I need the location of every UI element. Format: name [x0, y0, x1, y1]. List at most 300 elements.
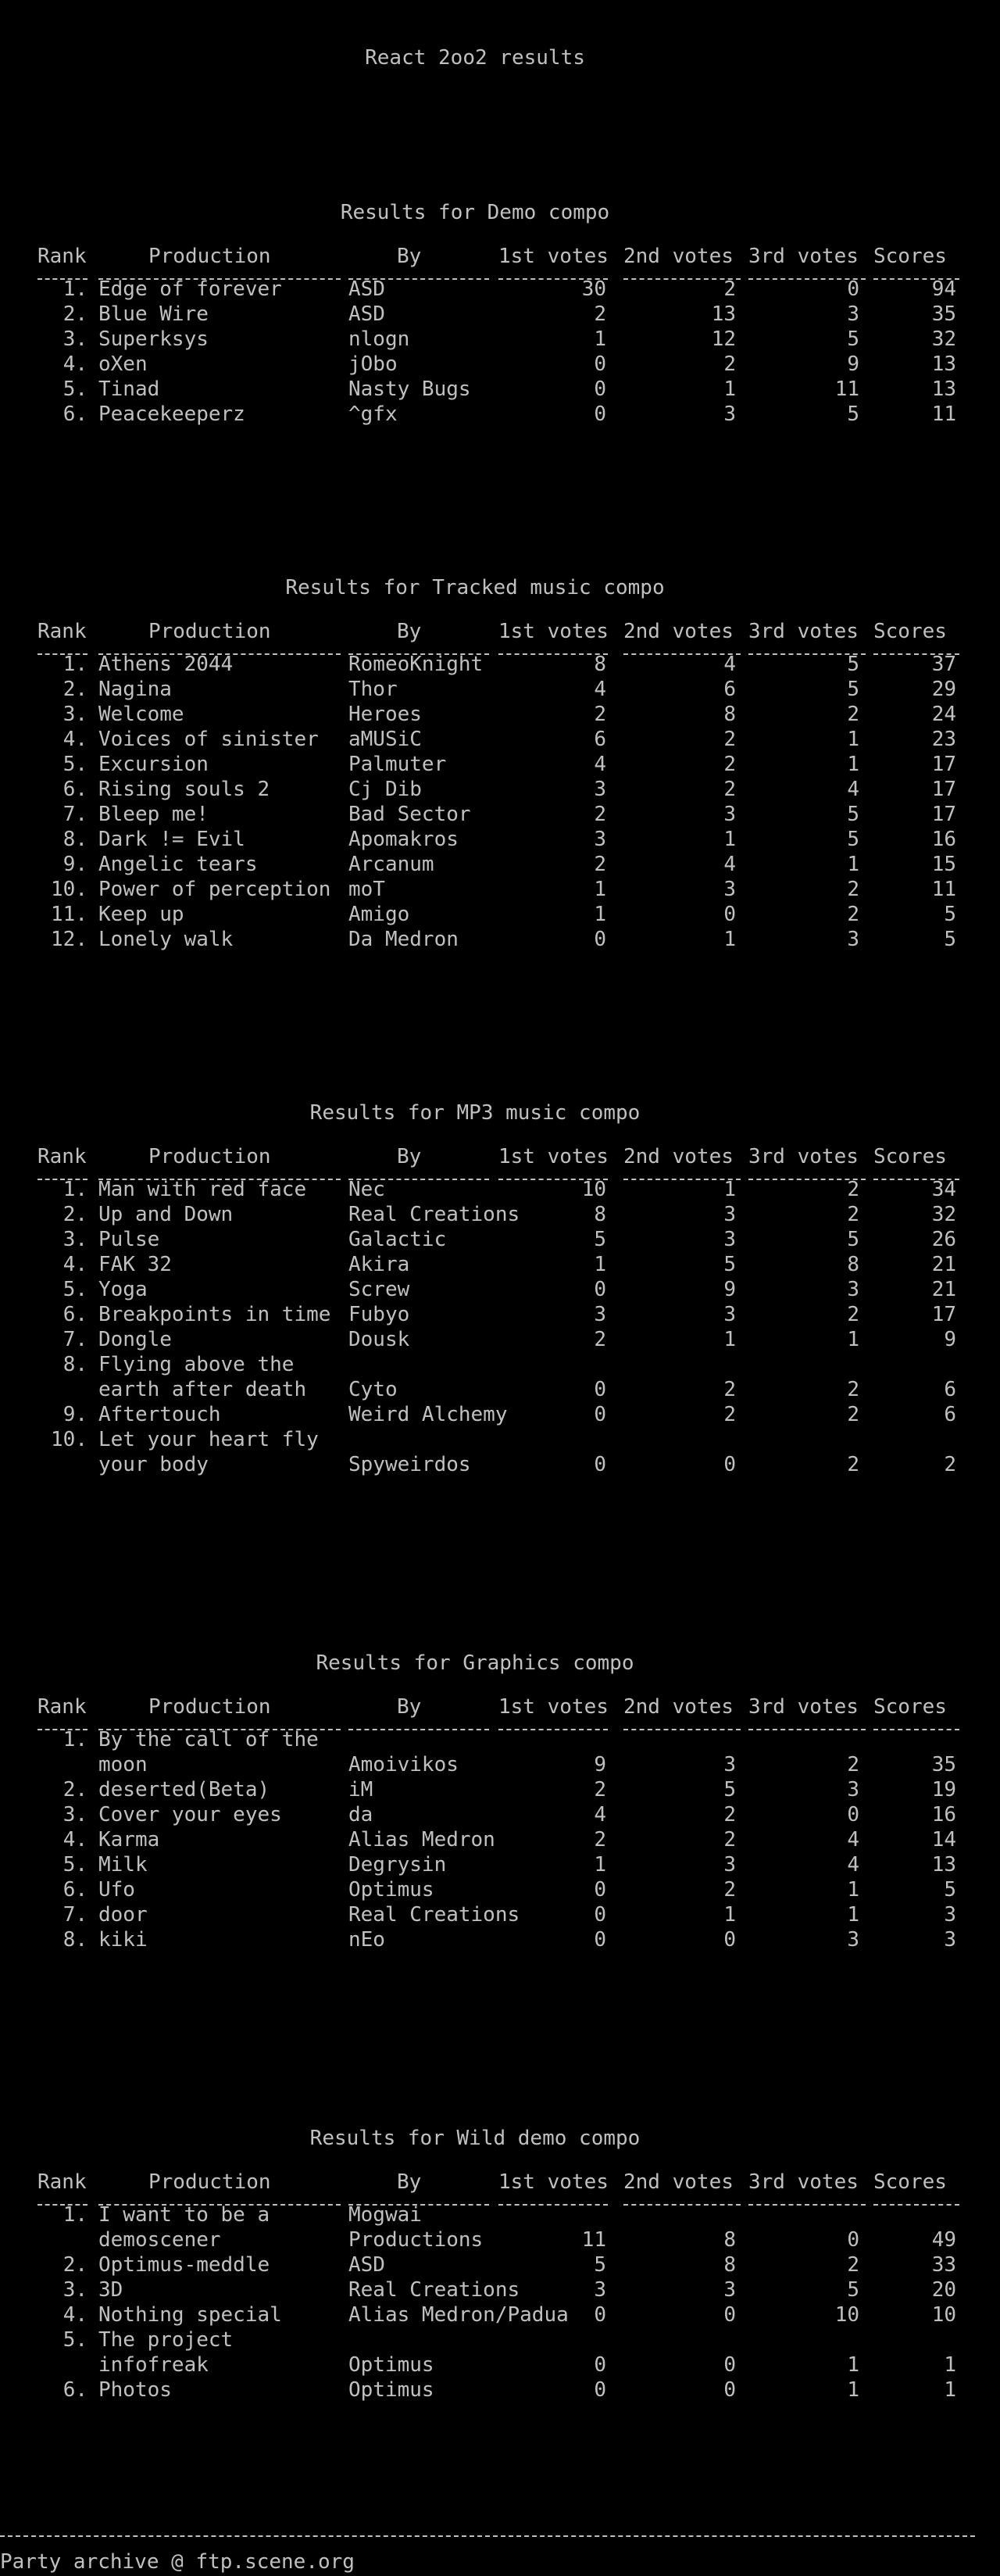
third-votes-cell: 0	[847, 277, 859, 301]
section-title: Results for Graphics compo	[316, 1651, 634, 1675]
by-cell: Thor	[348, 678, 398, 701]
third-votes-cell: 2	[847, 1453, 859, 1476]
second-votes-cell: 2	[723, 778, 736, 801]
column-header-1st-votes: 1st votes	[498, 620, 609, 643]
production-cell: Flying above the	[98, 1353, 295, 1376]
score-cell: 17	[931, 778, 956, 801]
column-header-scores: Scores	[873, 245, 947, 268]
second-votes-cell: 1	[723, 1178, 736, 1201]
first-votes-cell: 0	[594, 377, 606, 401]
third-votes-cell: 2	[847, 1178, 859, 1201]
third-votes-cell: 2	[847, 1303, 859, 1326]
table-row	[38, 1377, 959, 1402]
table-row	[38, 1427, 959, 1452]
table-row	[38, 1752, 959, 1777]
table-row	[38, 2202, 959, 2227]
production-cell: Up and Down	[98, 1203, 234, 1226]
score-cell: 94	[931, 277, 956, 301]
rank-cell: 8.	[62, 1928, 88, 1952]
first-votes-cell: 3	[594, 1303, 606, 1326]
score-cell: 3	[944, 1928, 956, 1952]
production-cell: deserted(Beta)	[98, 1778, 270, 1801]
score-cell: 16	[931, 828, 956, 851]
table-row	[38, 1227, 959, 1252]
rank-cell: 5.	[62, 2328, 88, 2352]
rank-cell: 6.	[62, 778, 88, 801]
third-votes-cell: 2	[847, 1378, 859, 1401]
table-row	[38, 1902, 959, 1927]
third-votes-cell: 1	[847, 728, 859, 751]
rank-cell: 7.	[62, 803, 88, 826]
rank-cell: 5.	[62, 1278, 88, 1301]
table-row	[38, 1327, 959, 1352]
table-row	[38, 352, 959, 377]
first-votes-cell: 5	[594, 2253, 606, 2277]
table-row	[38, 1852, 959, 1877]
score-cell: 29	[931, 678, 956, 701]
third-votes-cell: 5	[847, 678, 859, 701]
second-votes-cell: 6	[723, 678, 736, 701]
by-cell: nlogn	[348, 327, 410, 351]
first-votes-cell: 0	[594, 1278, 606, 1301]
score-cell: 32	[931, 327, 956, 351]
production-cell: Milk	[98, 1853, 148, 1877]
column-header-3rd-votes: 3rd votes	[748, 620, 859, 643]
third-votes-cell: 1	[847, 2378, 859, 2402]
score-cell: 19	[931, 1778, 956, 1801]
first-votes-cell: 0	[594, 1878, 606, 1902]
production-cell: Lonely walk	[98, 928, 234, 951]
by-cell: Cyto	[348, 1378, 398, 1401]
table-row	[38, 1177, 959, 1202]
score-cell: 20	[931, 2278, 956, 2302]
rank-cell: 2.	[62, 678, 88, 701]
production-cell: Cover your eyes	[98, 1803, 282, 1826]
production-cell: Pulse	[98, 1228, 160, 1251]
by-cell: Optimus	[348, 1878, 434, 1902]
footer-divider	[0, 2535, 975, 2537]
score-cell: 2	[944, 1453, 956, 1476]
production-cell: kiki	[98, 1928, 148, 1952]
table-row	[38, 752, 959, 777]
production-cell: The project	[98, 2328, 234, 2352]
table-row	[38, 2302, 959, 2327]
second-votes-cell: 1	[723, 377, 736, 401]
table-row	[38, 1802, 959, 1827]
second-votes-cell: 2	[723, 1828, 736, 1852]
production-cell: Blue Wire	[98, 302, 209, 326]
by-cell: aMUSiC	[348, 728, 422, 751]
third-votes-cell: 5	[847, 1228, 859, 1251]
column-header-by: By	[397, 620, 422, 643]
table-row	[38, 1452, 959, 1477]
production-cell: Rising souls 2	[98, 778, 270, 801]
first-votes-cell: 0	[594, 2303, 606, 2327]
column-header-production: Production	[148, 245, 271, 268]
production-cell: Breakpoints in time	[98, 1303, 331, 1326]
score-cell: 13	[931, 377, 956, 401]
third-votes-cell: 5	[847, 327, 859, 351]
score-cell: 35	[931, 1753, 956, 1776]
production-cell: Photos	[98, 2378, 172, 2402]
rank-cell: 4.	[62, 728, 88, 751]
third-votes-cell: 3	[847, 1778, 859, 1801]
rank-cell: 12.	[51, 928, 88, 951]
rank-cell: 2.	[62, 1778, 88, 1801]
footer-text: Party archive @ ftp.scene.org	[0, 2550, 355, 2574]
first-votes-cell: 0	[594, 1903, 606, 1927]
by-cell: moT	[348, 878, 385, 901]
rank-cell: 5.	[62, 1853, 88, 1877]
third-votes-cell: 10	[834, 2303, 859, 2327]
column-header-2nd-votes: 2nd votes	[623, 1695, 734, 1719]
score-cell: 13	[931, 352, 956, 376]
production-cell: Superksys	[98, 327, 209, 351]
by-cell: Real Creations	[348, 1203, 520, 1226]
rank-cell: 1.	[62, 1178, 88, 1201]
second-votes-cell: 0	[723, 2353, 736, 2377]
third-votes-cell: 4	[847, 1828, 859, 1852]
production-cell: earth after death	[98, 1378, 307, 1401]
second-votes-cell: 1	[723, 1903, 736, 1927]
by-cell: Palmuter	[348, 753, 447, 776]
third-votes-cell: 2	[847, 903, 859, 926]
by-cell: ASD	[348, 277, 385, 301]
by-cell: nEo	[348, 1928, 385, 1952]
column-header-1st-votes: 1st votes	[498, 1145, 609, 1168]
by-cell: Akira	[348, 1253, 410, 1276]
third-votes-cell: 11	[834, 377, 859, 401]
column-header-3rd-votes: 3rd votes	[748, 1145, 859, 1168]
score-cell: 49	[931, 2228, 956, 2252]
third-votes-cell: 2	[847, 1203, 859, 1226]
first-votes-cell: 2	[594, 703, 606, 726]
first-votes-cell: 4	[594, 1803, 606, 1826]
rank-cell: 3.	[62, 703, 88, 726]
table-row	[38, 802, 959, 827]
table-row	[38, 377, 959, 402]
second-votes-cell: 8	[723, 703, 736, 726]
by-cell: Optimus	[348, 2378, 434, 2402]
rank-cell: 7.	[62, 1903, 88, 1927]
first-votes-cell: 1	[594, 1253, 606, 1276]
first-votes-cell: 5	[594, 1228, 606, 1251]
score-cell: 5	[944, 928, 956, 951]
rank-cell: 6.	[62, 1878, 88, 1902]
second-votes-cell: 4	[723, 853, 736, 876]
first-votes-cell: 2	[594, 803, 606, 826]
column-header-scores: Scores	[873, 1695, 947, 1719]
first-votes-cell: 0	[594, 1378, 606, 1401]
by-cell: Real Creations	[348, 1903, 520, 1927]
table-row	[38, 2327, 959, 2352]
rank-cell: 4.	[62, 352, 88, 376]
section-title: Results for Wild demo compo	[309, 2127, 641, 2150]
column-header-production: Production	[148, 2170, 271, 2194]
table-row	[38, 1302, 959, 1327]
rank-cell: 8.	[62, 1353, 88, 1376]
rank-cell: 4.	[62, 2303, 88, 2327]
score-cell: 17	[931, 803, 956, 826]
first-votes-cell: 3	[594, 828, 606, 851]
production-cell: Nothing special	[98, 2303, 282, 2327]
second-votes-cell: 3	[723, 2278, 736, 2302]
rank-cell: 6.	[62, 402, 88, 426]
first-votes-cell: 2	[594, 853, 606, 876]
third-votes-cell: 1	[847, 853, 859, 876]
third-votes-cell: 3	[847, 302, 859, 326]
production-cell: Voices of sinister	[98, 728, 319, 751]
rank-cell: 5.	[62, 377, 88, 401]
by-cell: Alias Medron/Padua	[348, 2303, 569, 2327]
rank-cell: 1.	[62, 1728, 88, 1751]
rank-cell: 3.	[62, 1228, 88, 1251]
by-cell: Fubyo	[348, 1303, 410, 1326]
first-votes-cell: 8	[594, 653, 606, 676]
second-votes-cell: 13	[711, 302, 736, 326]
column-header-rank: Rank	[38, 1695, 87, 1719]
score-cell: 16	[931, 1803, 956, 1826]
score-cell: 24	[931, 703, 956, 726]
by-cell: Screw	[348, 1278, 410, 1301]
table-row	[38, 1252, 959, 1277]
first-votes-cell: 8	[594, 1203, 606, 1226]
second-votes-cell: 2	[723, 1403, 736, 1426]
table-row	[38, 877, 959, 902]
third-votes-cell: 1	[847, 1328, 859, 1351]
third-votes-cell: 1	[847, 1878, 859, 1902]
third-votes-cell: 4	[847, 1853, 859, 1877]
column-header-scores: Scores	[873, 620, 947, 643]
second-votes-cell: 3	[723, 1303, 736, 1326]
third-votes-cell: 2	[847, 2253, 859, 2277]
score-cell: 17	[931, 753, 956, 776]
third-votes-cell: 5	[847, 803, 859, 826]
by-cell: Optimus	[348, 2353, 434, 2377]
second-votes-cell: 1	[723, 828, 736, 851]
rank-cell: 1.	[62, 2203, 88, 2227]
table-row	[38, 1402, 959, 1427]
score-cell: 11	[931, 402, 956, 426]
score-cell: 1	[944, 2378, 956, 2402]
second-votes-cell: 8	[723, 2253, 736, 2277]
second-votes-cell: 0	[723, 903, 736, 926]
by-cell: ^gfx	[348, 402, 398, 426]
by-cell: Real Creations	[348, 2278, 520, 2302]
production-cell: demoscener	[98, 2228, 221, 2252]
by-cell: Degrysin	[348, 1853, 447, 1877]
second-votes-cell: 2	[723, 352, 736, 376]
by-cell: Alias Medron	[348, 1828, 495, 1852]
third-votes-cell: 9	[847, 352, 859, 376]
by-cell: Dousk	[348, 1328, 410, 1351]
by-cell: Apomakros	[348, 828, 459, 851]
table-row	[38, 777, 959, 802]
column-header-rank: Rank	[38, 620, 87, 643]
column-header-2nd-votes: 2nd votes	[623, 245, 734, 268]
third-votes-cell: 2	[847, 1403, 859, 1426]
production-cell: Angelic tears	[98, 853, 258, 876]
table-row	[38, 727, 959, 752]
rank-cell: 4.	[62, 1253, 88, 1276]
production-cell: Man with red face	[98, 1178, 307, 1201]
production-cell: door	[98, 1903, 148, 1927]
score-cell: 10	[931, 2303, 956, 2327]
first-votes-cell: 3	[594, 2278, 606, 2302]
by-cell: Amoivikos	[348, 1753, 459, 1776]
third-votes-cell: 0	[847, 1803, 859, 1826]
second-votes-cell: 2	[723, 753, 736, 776]
first-votes-cell: 4	[594, 678, 606, 701]
production-cell: Tinad	[98, 377, 160, 401]
production-cell: Edge of forever	[98, 277, 282, 301]
table-row	[38, 302, 959, 327]
production-cell: Athens 2044	[98, 653, 234, 676]
first-votes-cell: 0	[594, 928, 606, 951]
production-cell: Ufo	[98, 1878, 135, 1902]
section-title: Results for Tracked music compo	[285, 576, 665, 599]
production-cell: infofreak	[98, 2353, 209, 2377]
table-row	[38, 2252, 959, 2277]
second-votes-cell: 0	[723, 1453, 736, 1476]
column-header-by: By	[397, 245, 422, 268]
table-row	[38, 827, 959, 852]
column-header-rank: Rank	[38, 1145, 87, 1168]
column-header-1st-votes: 1st votes	[498, 1695, 609, 1719]
table-row	[38, 1277, 959, 1302]
first-votes-cell: 11	[581, 2228, 606, 2252]
by-cell: Arcanum	[348, 853, 434, 876]
production-cell: Dark != Evil	[98, 828, 245, 851]
score-cell: 9	[944, 1328, 956, 1351]
score-cell: 15	[931, 853, 956, 876]
first-votes-cell: 3	[594, 778, 606, 801]
first-votes-cell: 2	[594, 1828, 606, 1852]
score-cell: 6	[944, 1403, 956, 1426]
third-votes-cell: 5	[847, 2278, 859, 2302]
rank-cell: 2.	[62, 302, 88, 326]
rank-cell: 4.	[62, 1828, 88, 1852]
rank-cell: 2.	[62, 1203, 88, 1226]
table-row	[38, 402, 959, 427]
table-row	[38, 702, 959, 727]
column-header-scores: Scores	[873, 1145, 947, 1168]
second-votes-cell: 3	[723, 1753, 736, 1776]
rank-cell: 6.	[62, 2378, 88, 2402]
table-row	[38, 327, 959, 352]
production-cell: Dongle	[98, 1328, 172, 1351]
first-votes-cell: 0	[594, 2378, 606, 2402]
by-cell: Galactic	[348, 1228, 447, 1251]
first-votes-cell: 30	[581, 277, 606, 301]
column-header-3rd-votes: 3rd votes	[748, 2170, 859, 2194]
column-header-2nd-votes: 2nd votes	[623, 620, 734, 643]
second-votes-cell: 3	[723, 1203, 736, 1226]
third-votes-cell: 2	[847, 703, 859, 726]
second-votes-cell: 3	[723, 803, 736, 826]
score-cell: 21	[931, 1253, 956, 1276]
rank-cell: 9.	[62, 1403, 88, 1426]
column-header-2nd-votes: 2nd votes	[623, 1145, 734, 1168]
by-cell: Cj Dib	[348, 778, 422, 801]
second-votes-cell: 0	[723, 1928, 736, 1952]
second-votes-cell: 12	[711, 327, 736, 351]
second-votes-cell: 2	[723, 1378, 736, 1401]
first-votes-cell: 2	[594, 1328, 606, 1351]
column-header-by: By	[397, 1145, 422, 1168]
column-header-production: Production	[148, 1695, 271, 1719]
table-row	[38, 277, 959, 302]
production-cell: By the call of the	[98, 1728, 319, 1751]
score-cell: 5	[944, 1878, 956, 1902]
score-cell: 21	[931, 1278, 956, 1301]
third-votes-cell: 5	[847, 653, 859, 676]
by-cell: Amigo	[348, 903, 410, 926]
score-cell: 13	[931, 1853, 956, 1877]
score-cell: 37	[931, 653, 956, 676]
first-votes-cell: 0	[594, 2353, 606, 2377]
column-header-by: By	[397, 1695, 422, 1719]
second-votes-cell: 8	[723, 2228, 736, 2252]
rank-cell: 10.	[51, 1428, 88, 1451]
score-cell: 11	[931, 878, 956, 901]
production-cell: Aftertouch	[98, 1403, 221, 1426]
score-cell: 32	[931, 1203, 956, 1226]
by-cell: Weird Alchemy	[348, 1403, 508, 1426]
production-cell: Nagina	[98, 678, 172, 701]
third-votes-cell: 3	[847, 1278, 859, 1301]
rank-cell: 3.	[62, 1803, 88, 1826]
score-cell: 3	[944, 1903, 956, 1927]
second-votes-cell: 1	[723, 1328, 736, 1351]
score-cell: 14	[931, 1828, 956, 1852]
first-votes-cell: 1	[594, 878, 606, 901]
second-votes-cell: 2	[723, 277, 736, 301]
table-row	[38, 1352, 959, 1377]
third-votes-cell: 2	[847, 1753, 859, 1776]
first-votes-cell: 6	[594, 728, 606, 751]
production-cell: moon	[98, 1753, 148, 1776]
column-header-scores: Scores	[873, 2170, 947, 2194]
first-votes-cell: 0	[594, 1403, 606, 1426]
rank-cell: 1.	[62, 653, 88, 676]
production-cell: your body	[98, 1453, 209, 1476]
second-votes-cell: 0	[723, 2303, 736, 2327]
production-cell: 3D	[98, 2278, 123, 2302]
by-cell: Productions	[348, 2228, 484, 2252]
by-cell: da	[348, 1803, 373, 1826]
score-cell: 17	[931, 1303, 956, 1326]
first-votes-cell: 4	[594, 753, 606, 776]
first-votes-cell: 9	[594, 1753, 606, 1776]
third-votes-cell: 4	[847, 778, 859, 801]
by-cell: Da Medron	[348, 928, 459, 951]
section-title: Results for MP3 music compo	[309, 1101, 641, 1125]
by-cell: Nec	[348, 1178, 385, 1201]
production-cell: Bleep me!	[98, 803, 209, 826]
column-header-production: Production	[148, 620, 271, 643]
rank-cell: 10.	[51, 878, 88, 901]
production-cell: FAK 32	[98, 1253, 172, 1276]
by-cell: jObo	[348, 352, 398, 376]
third-votes-cell: 5	[847, 402, 859, 426]
first-votes-cell: 10	[581, 1178, 606, 1201]
second-votes-cell: 0	[723, 2378, 736, 2402]
by-cell: Nasty Bugs	[348, 377, 471, 401]
production-cell: Karma	[98, 1828, 160, 1852]
production-cell: Yoga	[98, 1278, 148, 1301]
by-cell: ASD	[348, 2253, 385, 2277]
